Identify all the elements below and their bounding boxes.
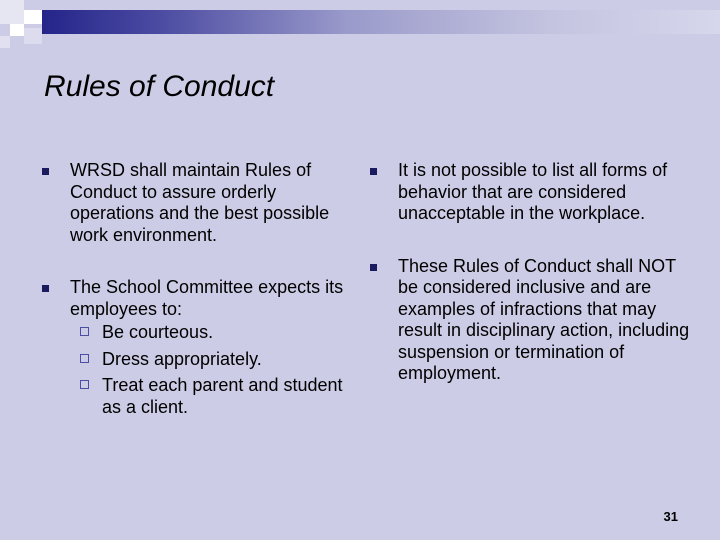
hollow-square-bullet-icon (80, 354, 89, 363)
sub-list-item-text: Treat each parent and student as a client. (102, 375, 343, 417)
decorative-square (24, 10, 42, 24)
list-item-text: These Rules of Conduct shall NOT be considered inclusive and are examples of infractions that may result in disciplinary action, including suspension or termination of employment. (398, 255, 690, 383)
list-item-text: It is not possible to list all forms of behavior that are considered unacceptable in the workplace. (398, 160, 668, 223)
square-bullet-icon (42, 168, 49, 175)
slide-title: Rules of Conduct (44, 70, 275, 103)
sub-list-item (70, 349, 357, 371)
header-band (42, 10, 720, 34)
square-bullet-icon (42, 285, 49, 292)
hollow-square-bullet-icon (80, 327, 89, 336)
left-column (42, 160, 357, 423)
list-item (370, 256, 690, 385)
list-item-text: WRSD shall maintain Rules of Conduct to assure orderly operations and the best possible work environment. (70, 160, 330, 245)
square-bullet-icon (370, 168, 377, 175)
hollow-square-bullet-icon (80, 380, 89, 389)
page-number: 31 (663, 509, 678, 524)
list-item (370, 160, 690, 225)
decorative-square (0, 0, 24, 24)
list-item-text: The School Committee expects its employees to: (70, 277, 344, 319)
sub-list-item-text: Dress appropriately. (102, 348, 262, 369)
sub-list-item-text: Be courteous. (102, 322, 214, 342)
sub-list-item (70, 322, 357, 344)
square-bullet-icon (370, 264, 377, 271)
sub-list-item (70, 375, 357, 418)
decorative-square (0, 36, 10, 48)
list-item (42, 277, 357, 418)
sub-list (70, 322, 357, 418)
decorative-square (10, 24, 24, 36)
decorative-square (24, 28, 42, 44)
right-column (370, 160, 690, 385)
list-item (42, 160, 357, 246)
